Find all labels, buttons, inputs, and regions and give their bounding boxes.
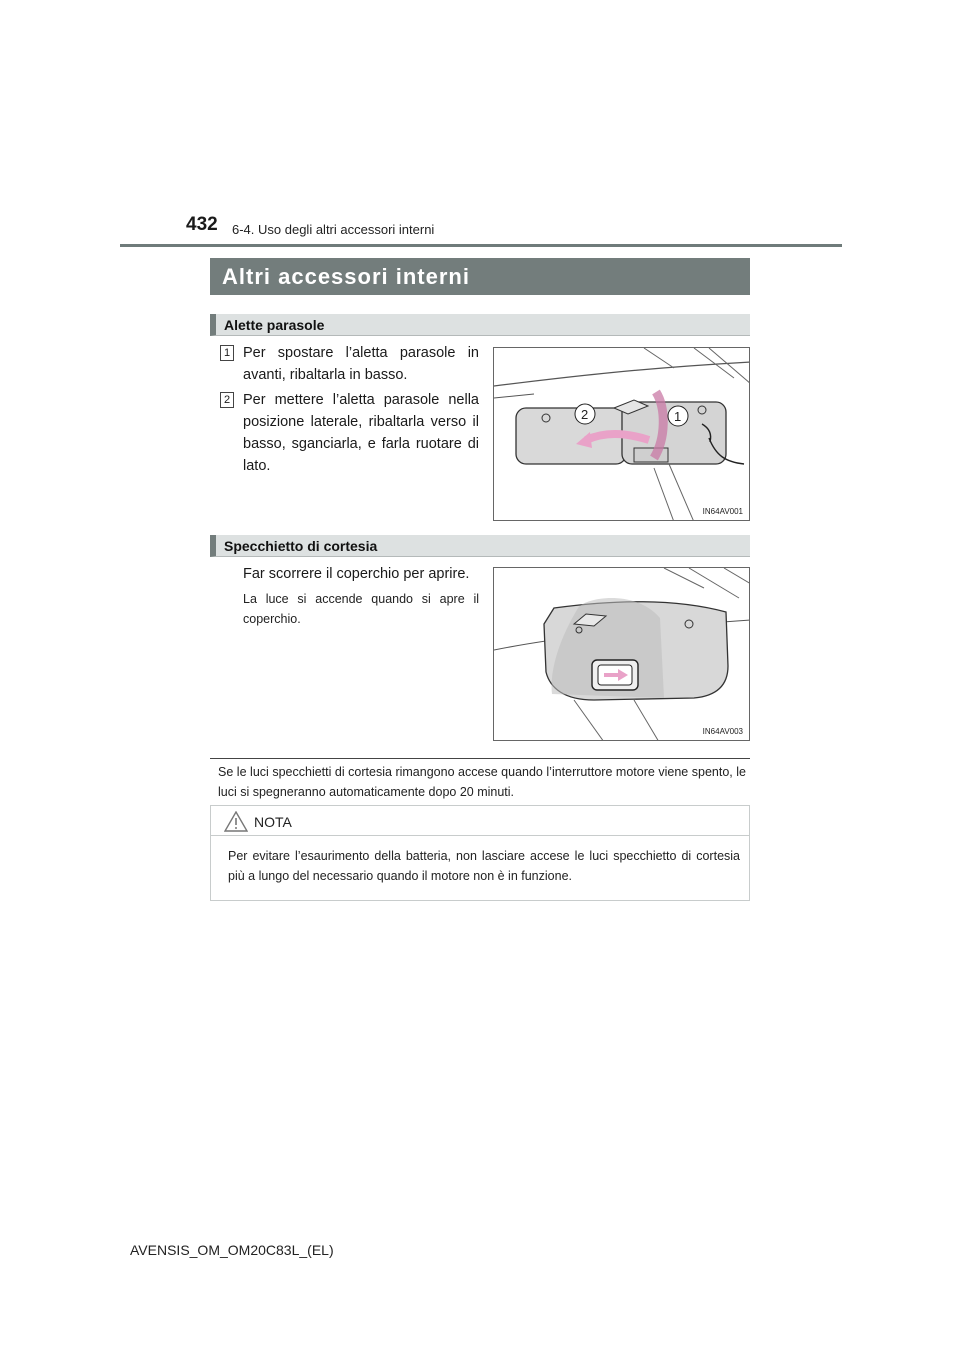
section-heading-label: Specchietto di cortesia [224, 538, 378, 554]
nota-text: Per evitare l’esaurimento della batteria, non lasciare accese le luci specchietto di cortesia più a lungo del necessario quando il motore non è in funzione. [228, 849, 740, 883]
sun-visor-illustration [493, 347, 750, 521]
step-text-1: Per spostare l’aletta parasole in avanti, ribaltarla in basso. [243, 345, 479, 383]
warning-icon [224, 811, 248, 832]
section-heading-label: Alette parasole [224, 317, 325, 333]
section-heading-vanity-mirror [210, 535, 750, 557]
step-number-1: 1 [220, 345, 234, 361]
header-divider [120, 244, 842, 247]
nota-divider [211, 835, 749, 836]
nota-title: NOTA [254, 814, 292, 830]
step-number-2: 2 [220, 392, 234, 408]
vanity-mirror-illustration [493, 567, 750, 741]
note-text: Se le luci specchietti di cortesia rimangono accese quando l’interruttore motore viene spento, le luci si spegneranno automaticamente dopo 20 minuti. [218, 765, 746, 799]
section-reference: 6-4. Uso degli altri accessori interni [232, 222, 435, 237]
figure-code: IN64AV001 [702, 507, 743, 516]
figure-code: IN64AV003 [702, 727, 743, 736]
mirror-instruction: Far scorrere il coperchio per aprire. [243, 566, 470, 582]
mirror-subtext: La luce si accende quando si apre il coperchio. [243, 592, 479, 626]
vanity-mirror-drawing [494, 568, 750, 741]
section-heading-sun-visors [210, 314, 750, 336]
callout-1: 1 [674, 409, 682, 424]
step-text-2: Per mettere l’aletta parasole nella posizione laterale, ribaltarla verso il basso, sganciarla, e farla ruotare di lato. [243, 392, 479, 474]
callout-2: 2 [581, 407, 589, 422]
document-code: AVENSIS_OM_OM20C83L_(EL) [130, 1242, 334, 1258]
page-number: 432 [186, 214, 218, 235]
sun-visor-drawing [494, 348, 750, 521]
note-divider [210, 758, 750, 759]
page-title: Altri accessori interni [210, 258, 750, 295]
